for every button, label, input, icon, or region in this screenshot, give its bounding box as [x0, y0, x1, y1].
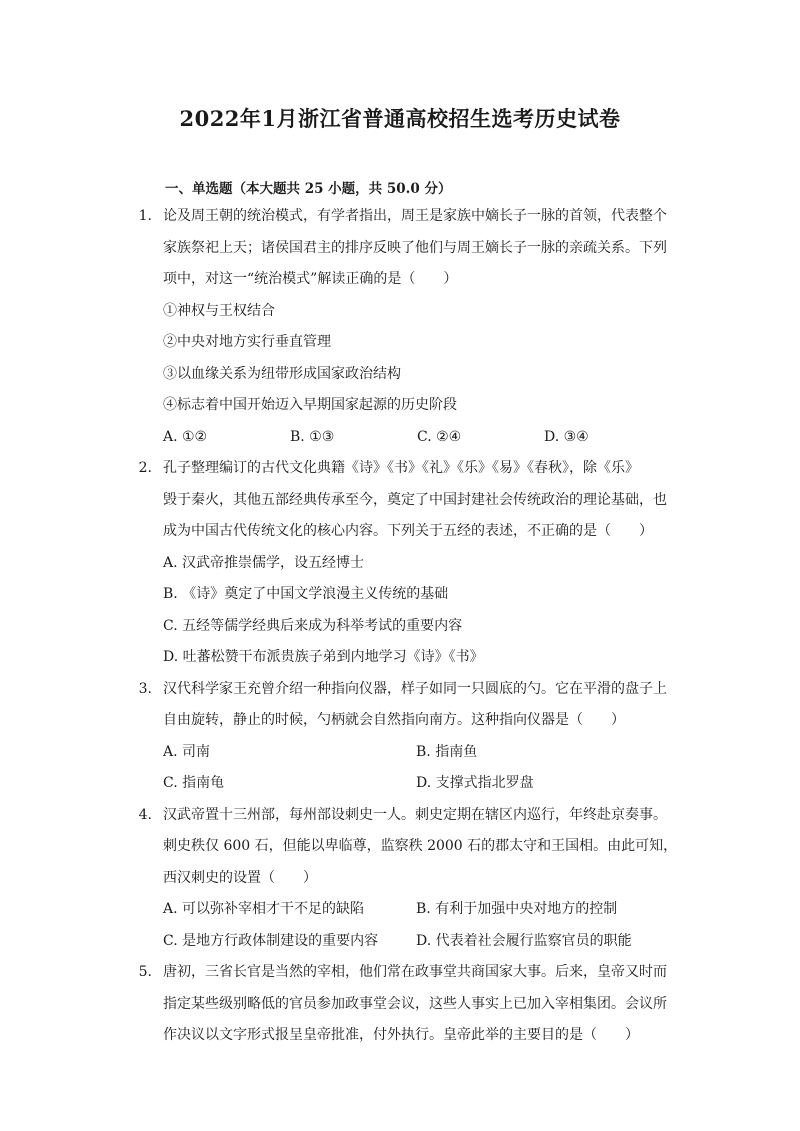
question-text-line: 汉代科学家王充曾介绍一种指向仪器，样子如同一只圆底的勺。它在平滑的盘子上: [163, 681, 667, 697]
option-a: A. 汉武帝推崇儒学，设五经博士: [163, 555, 365, 571]
statement: ②中央对地方实行垂直管理: [163, 334, 331, 350]
question-number: 5.: [138, 964, 152, 980]
question-text-line: 汉武帝置十三州部，每州部设刺史一人。刺史定期在辖区内巡行，年终赴京奏事。: [163, 807, 667, 823]
option-c: C. 指南龟: [163, 775, 225, 791]
option-d: D. 吐蕃松赞干布派贵族子弟到内地学习《诗》《书》: [163, 649, 484, 665]
question-text-line: 论及周王朝的统治模式，有学者指出，周王是家族中嫡长子一脉的首领，代表整个: [163, 208, 667, 224]
question-text-line: 指定某些级别略低的官员参加政事堂会议，这些人事实上已加入宰相集团。会议所: [163, 996, 667, 1012]
option-d: D. 支撑式指北罗盘: [416, 775, 534, 791]
option-a: A. 可以弥补宰相才干不足的缺陷: [163, 901, 365, 917]
option-c: C. 是地方行政体制建设的重要内容: [163, 933, 379, 949]
option-b: B. 《诗》奠定了中国文学浪漫主义传统的基础: [163, 586, 449, 602]
section-heading: 一、单选题（本大题共 25 小题，共 50.0 分）: [165, 181, 452, 197]
question-text-line: 成为中国古代传统文化的核心内容。下列关于五经的表述，不正确的是（ ）: [163, 523, 653, 539]
exam-title: 2022年1月浙江省普通高校招生选考历史试卷: [179, 106, 621, 131]
question-text-line: 毁于秦火，其他五部经典传承至今，奠定了中国封建社会传统政治的理论基础，也: [163, 492, 667, 508]
option-c: C. 五经等儒学经典后来成为科举考试的重要内容: [163, 618, 463, 634]
question-text-line: 自由旋转，静止的时候，勺柄就会自然指向南方。这种指向仪器是（ ）: [163, 712, 625, 728]
option-c: C. ②④: [417, 429, 462, 445]
question-text-line: 唐初，三省长官是当然的宰相，他们常在政事堂共商国家大事。后来，皇帝又时而: [163, 964, 667, 980]
question-number: 3.: [138, 681, 152, 697]
statement: ④标志着中国开始迈入早期国家起源的历史阶段: [163, 397, 457, 413]
option-b: B. 指南鱼: [416, 744, 478, 760]
question-text-line: 孔子整理编订的古代文化典籍《诗》《书》《礼》《乐》《易》《春秋》，除《乐》: [163, 460, 639, 476]
option-a: A. 司南: [163, 744, 211, 760]
option-d: D. 代表着社会履行监察官员的职能: [416, 933, 632, 949]
option-b: B. ①③: [290, 429, 335, 445]
statement: ③以血缘关系为纽带形成国家政治结构: [163, 366, 401, 382]
option-d: D. ③④: [544, 429, 589, 445]
question-text-line: 项中，对这一“统治模式”解读正确的是（ ）: [163, 271, 458, 287]
option-a: A. ①②: [163, 429, 208, 445]
question-number: 1.: [138, 208, 152, 224]
statement: ①神权与王权结合: [163, 303, 275, 319]
question-number: 4.: [138, 807, 152, 823]
option-b: B. 有利于加强中央对地方的控制: [416, 901, 618, 917]
question-text-line: 西汉刺史的设置（ ）: [163, 870, 317, 886]
question-text-line: 作决议以文字形式报呈皇帝批准，付外执行。皇帝此举的主要目的是（ ）: [163, 1027, 639, 1043]
question-text-line: 家族祭祀上天；诸侯国君主的排序反映了他们与周王嫡长子一脉的亲疏关系。下列: [163, 240, 667, 256]
question-text-line: 刺史秩仅 600 石，但能以卑临尊，监察秩 2000 石的郡太守和王国相。由此可知，: [163, 838, 678, 854]
question-number: 2.: [138, 460, 152, 476]
